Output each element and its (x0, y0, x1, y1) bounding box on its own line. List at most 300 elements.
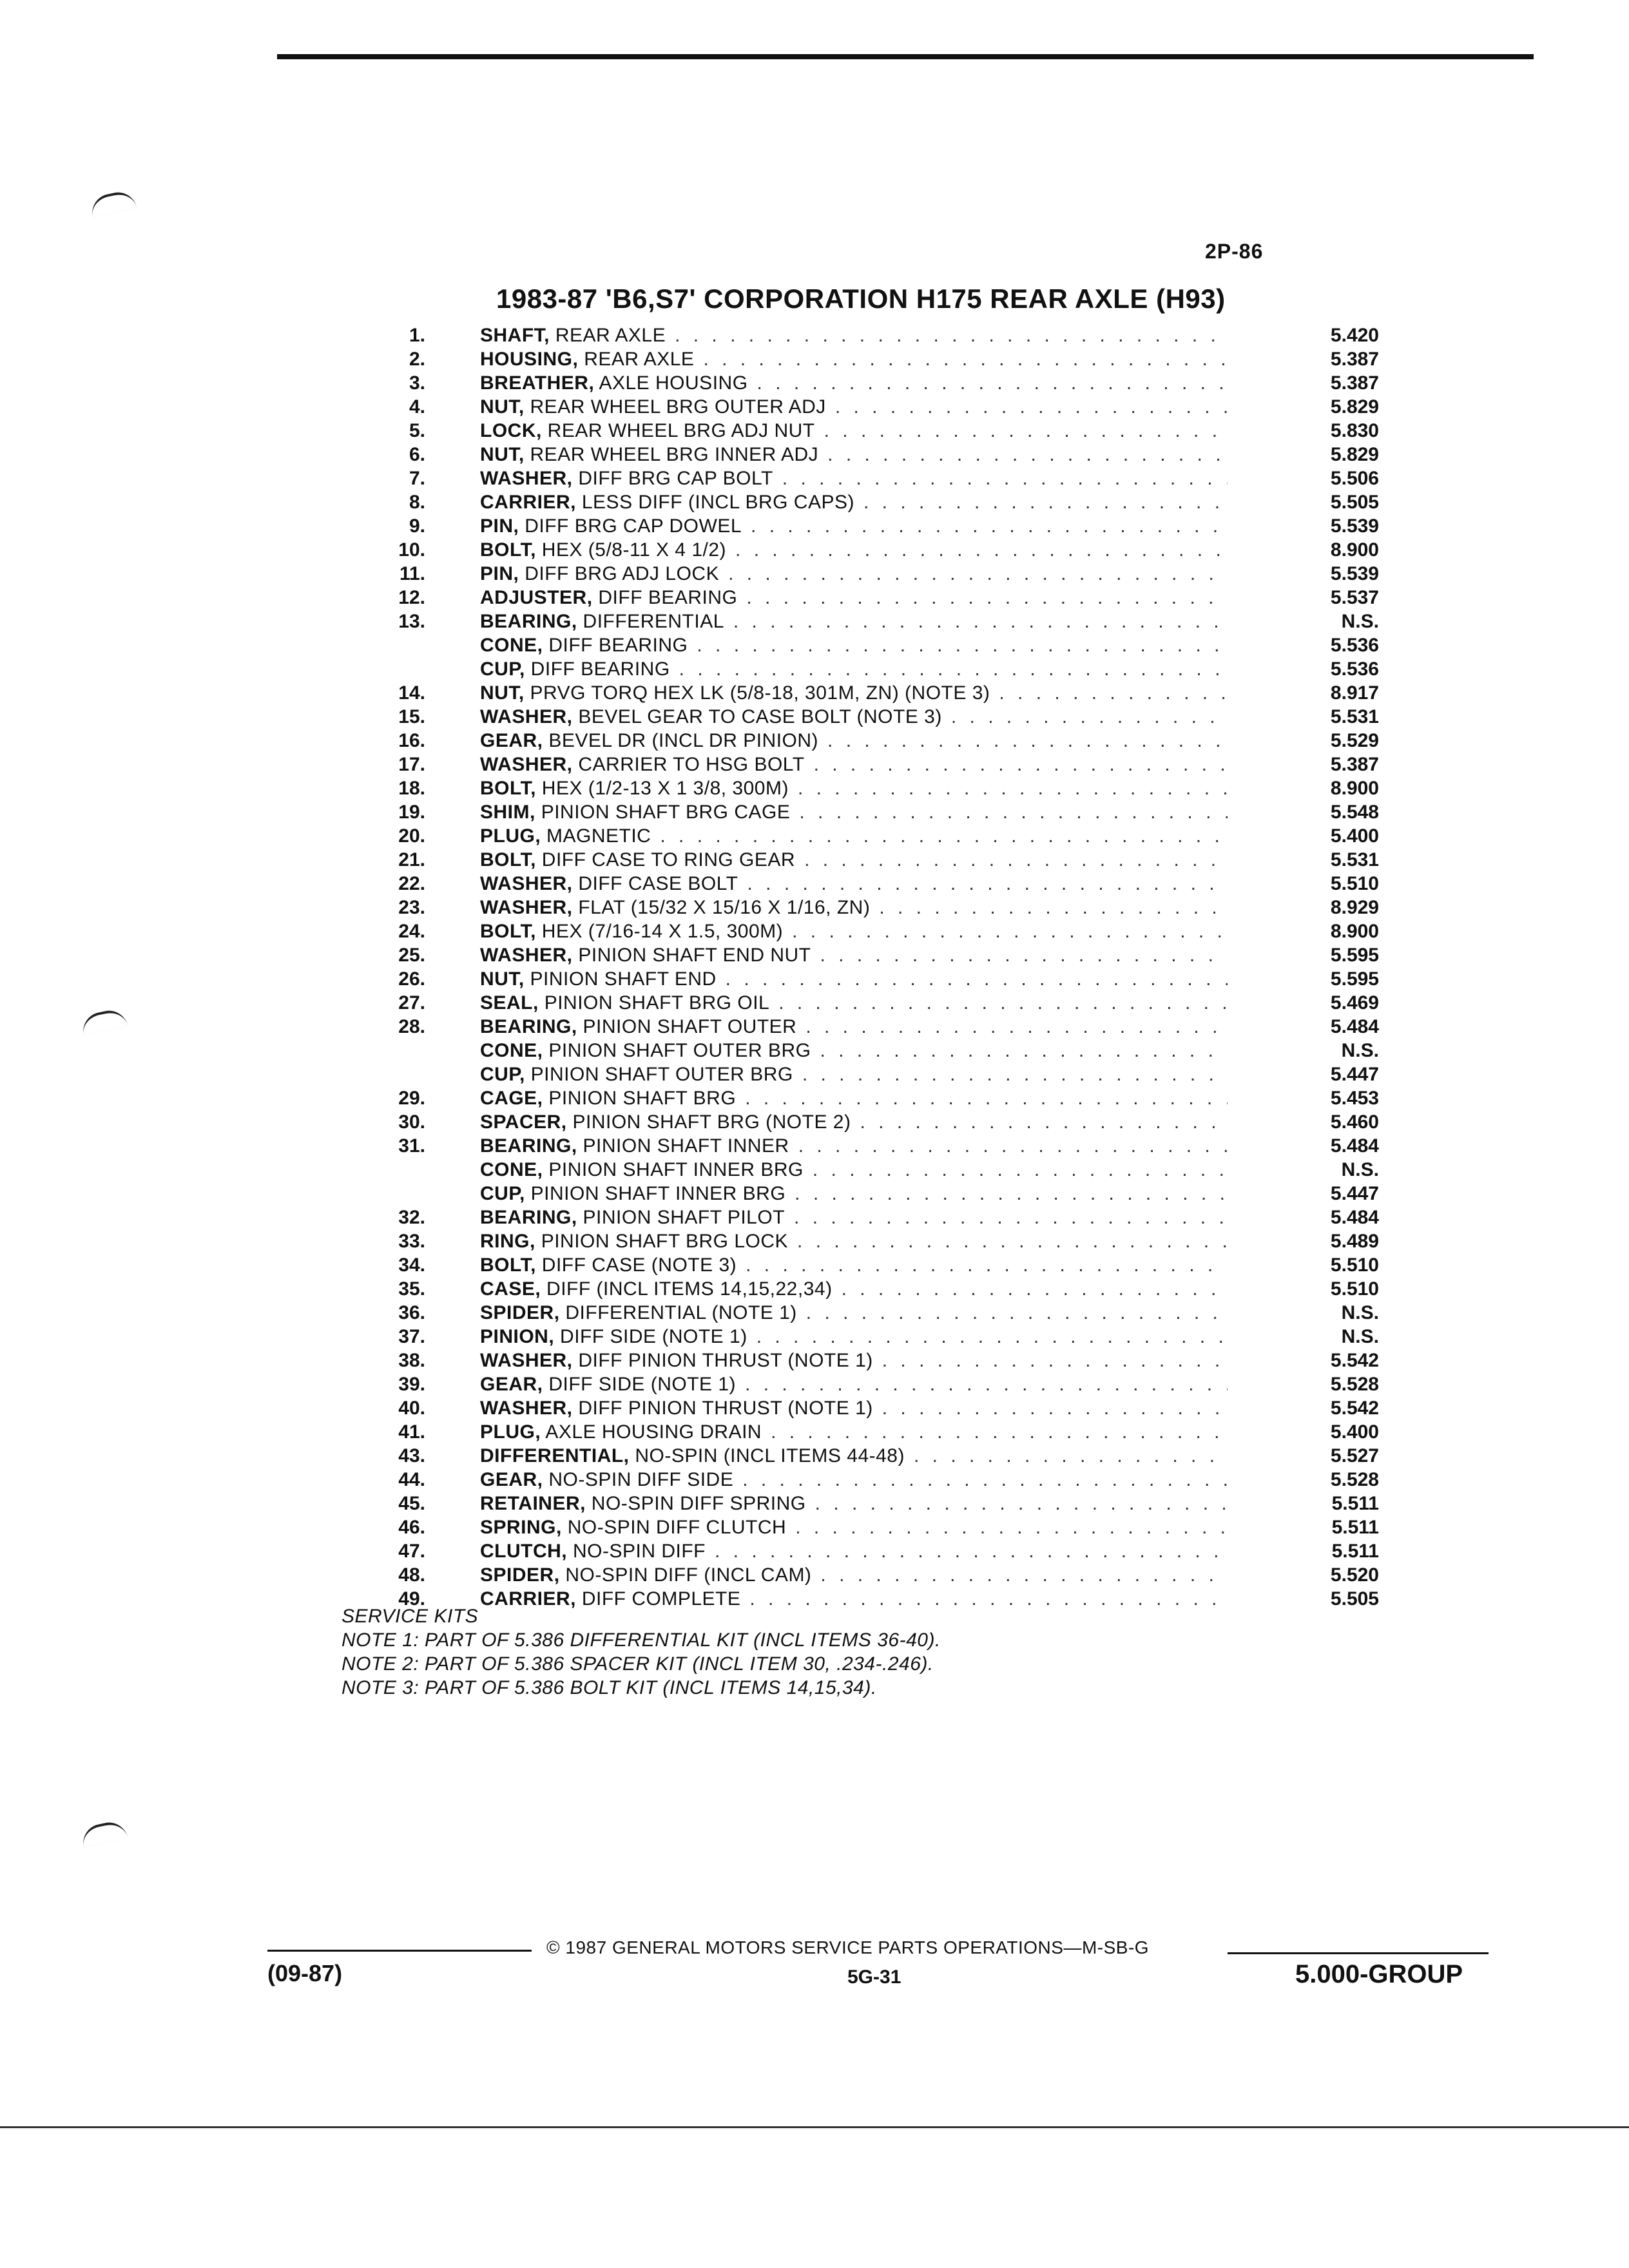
part-name: WASHER, (480, 897, 573, 918)
dot-leader (827, 443, 1228, 466)
item-number: 24. (398, 921, 425, 942)
group-number: 5.510 (1330, 873, 1379, 894)
part-name: CAGE, (480, 1088, 543, 1109)
part-detail: AXLE HOUSING DRAIN (545, 1421, 762, 1443)
part-detail: PINION SHAFT BRG CAGE (541, 802, 791, 823)
dot-leader (795, 1182, 1228, 1206)
part-name: DIFFERENTIAL, (480, 1445, 630, 1466)
item-number: 35. (398, 1278, 425, 1300)
item-number: 5. (409, 420, 425, 441)
part-name: PIN, (480, 515, 519, 537)
part-name: CONE, (480, 1040, 543, 1061)
item-number: 11. (399, 563, 425, 584)
dot-leader (815, 1492, 1228, 1515)
part-detail: MAGNETIC (546, 825, 651, 847)
part-description (480, 943, 1228, 967)
group-number: 5.539 (1330, 515, 1379, 537)
part-row (361, 538, 1379, 562)
part-row (361, 872, 1379, 896)
part-row (361, 1372, 1379, 1396)
part-description (480, 681, 1228, 705)
footer-rule-left (267, 1950, 532, 1952)
item-number: 1. (409, 325, 425, 346)
revision-date: (09-87) (267, 1960, 343, 1986)
group-number: 5.542 (1330, 1398, 1379, 1419)
item-number: 18. (398, 778, 425, 799)
item-number: 13. (398, 611, 425, 632)
group-number: 8.900 (1330, 539, 1379, 561)
group-number: 5.484 (1330, 1135, 1379, 1157)
item-number: 29. (398, 1088, 425, 1109)
group-number: 5.595 (1330, 968, 1379, 990)
part-name: BOLT, (480, 921, 536, 942)
part-name: SPIDER, (480, 1302, 560, 1323)
part-row (361, 1396, 1379, 1420)
dot-leader (882, 1349, 1228, 1372)
top-rule (277, 54, 1534, 59)
part-description (480, 1372, 1228, 1396)
dot-leader (879, 896, 1228, 919)
part-detail: DIFF SIDE (NOTE 1) (560, 1326, 747, 1347)
part-description (480, 1134, 1228, 1158)
item-number: 20. (398, 825, 425, 847)
group-number: 8.929 (1330, 897, 1379, 918)
dot-leader (951, 705, 1228, 729)
group-number: 8.917 (1330, 682, 1379, 704)
part-row (361, 1515, 1379, 1539)
part-name: SEAL, (480, 992, 539, 1014)
item-number: 28. (398, 1016, 425, 1037)
part-name: BREATHER, (480, 372, 595, 394)
part-name: CONE, (480, 1159, 543, 1180)
dot-leader (795, 1515, 1228, 1539)
part-detail: BEVEL DR (INCL DR PINION) (548, 730, 819, 751)
part-row (361, 466, 1379, 490)
part-name: LOCK, (480, 420, 542, 441)
part-name: BEARING, (480, 1207, 577, 1228)
group-number: 5.527 (1330, 1445, 1379, 1466)
part-detail: REAR AXLE (555, 325, 666, 346)
part-description (480, 1110, 1228, 1134)
part-description (480, 1420, 1228, 1444)
dot-leader (999, 681, 1228, 705)
part-detail: REAR WHEEL BRG ADJ NUT (547, 420, 815, 441)
note-line: NOTE 1: PART OF 5.386 DIFFERENTIAL KIT (INCL ITEMS 36-40). (342, 1629, 941, 1651)
part-description (480, 466, 1228, 490)
group-number: 5.484 (1330, 1207, 1379, 1228)
group-number: 5.506 (1330, 468, 1379, 489)
part-detail: REAR WHEEL BRG INNER ADJ (530, 444, 819, 465)
group-number: 5.460 (1330, 1111, 1379, 1133)
part-detail: DIFF BEARING (598, 587, 738, 608)
part-detail: NO-SPIN DIFF (573, 1541, 706, 1562)
item-number: 4. (409, 396, 425, 418)
dot-leader (660, 824, 1228, 848)
group-number: 5.548 (1330, 802, 1379, 823)
part-row (361, 1468, 1379, 1492)
part-description (480, 1015, 1228, 1039)
part-row (361, 1206, 1379, 1229)
part-name: CASE, (480, 1278, 541, 1300)
part-row (361, 1301, 1379, 1325)
part-detail: NO-SPIN DIFF SIDE (548, 1469, 734, 1490)
group-number: 5.000-GROUP (1295, 1960, 1463, 1988)
part-detail: CARRIER TO HSG BOLT (578, 754, 805, 775)
dot-leader (745, 1372, 1228, 1396)
part-detail: LESS DIFF (INCL BRG CAPS) (581, 492, 854, 513)
part-description (480, 1182, 1228, 1206)
part-name: PINION, (480, 1326, 555, 1347)
group-number: N.S. (1341, 1302, 1379, 1323)
part-name: HOUSING, (480, 349, 579, 370)
item-number: 21. (398, 849, 425, 870)
group-number: 5.447 (1330, 1064, 1379, 1085)
part-description (480, 538, 1228, 562)
part-row (361, 1563, 1379, 1587)
dot-leader (733, 610, 1228, 633)
part-name: CUP, (480, 1064, 525, 1085)
part-row (361, 1134, 1379, 1158)
part-row (361, 1062, 1379, 1086)
part-description (480, 1158, 1228, 1182)
part-description (480, 562, 1228, 586)
part-name: SPACER, (480, 1111, 567, 1133)
part-description (480, 1229, 1228, 1253)
group-number: 5.387 (1330, 349, 1379, 370)
bottom-rule (0, 2126, 1629, 2128)
dot-leader (813, 1158, 1228, 1182)
dot-leader (805, 1015, 1228, 1039)
part-description (480, 347, 1228, 371)
part-detail: FLAT (15/32 X 15/16 X 1/16, ZN) (578, 897, 871, 918)
item-number: 37. (398, 1326, 425, 1347)
part-description (480, 848, 1228, 872)
group-number: 5.529 (1330, 730, 1379, 751)
dot-leader (757, 1325, 1228, 1349)
dot-leader (728, 562, 1228, 586)
part-name: CUP, (480, 658, 525, 680)
part-name: BOLT, (480, 1254, 536, 1276)
part-description (480, 371, 1228, 395)
part-row (361, 1325, 1379, 1349)
part-detail: REAR AXLE (584, 349, 695, 370)
part-name: NUT, (480, 682, 525, 704)
part-description (480, 800, 1228, 824)
item-number: 14. (398, 682, 425, 704)
dot-leader (802, 1062, 1228, 1086)
part-description (480, 919, 1228, 943)
part-row (361, 514, 1379, 538)
part-description (480, 1206, 1228, 1229)
part-description (480, 1253, 1228, 1277)
group-number: 5.510 (1330, 1278, 1379, 1300)
part-row (361, 1492, 1379, 1515)
part-description (480, 395, 1228, 419)
item-number: 6. (409, 444, 425, 465)
group-number: 5.536 (1330, 658, 1379, 680)
part-description (480, 443, 1228, 466)
part-description (480, 610, 1228, 633)
part-name: RING, (480, 1231, 535, 1252)
dot-leader (824, 419, 1228, 443)
part-detail: NO-SPIN DIFF (INCL CAM) (565, 1564, 812, 1586)
page-number: 5G-31 (847, 1966, 901, 1988)
part-detail: DIFF COMPLETE (581, 1588, 741, 1610)
item-number: 40. (398, 1398, 425, 1419)
item-number: 25. (398, 945, 425, 966)
part-row (361, 323, 1379, 347)
part-description (480, 967, 1228, 991)
item-number: 41. (398, 1421, 425, 1443)
part-description (480, 1086, 1228, 1110)
dot-leader (747, 872, 1228, 896)
group-number: 5.531 (1330, 849, 1379, 870)
group-number: 5.387 (1330, 372, 1379, 394)
part-detail: DIFF SIDE (NOTE 1) (548, 1374, 737, 1395)
part-description (480, 1492, 1228, 1515)
group-number: 5.484 (1330, 1016, 1379, 1037)
dot-leader (863, 490, 1228, 514)
part-description (480, 753, 1228, 776)
group-number: 8.900 (1330, 778, 1379, 799)
dot-leader (735, 538, 1228, 562)
item-number: 30. (398, 1111, 425, 1133)
part-row (361, 395, 1379, 419)
dot-leader (820, 1039, 1228, 1062)
group-number: N.S. (1341, 611, 1379, 632)
part-name: NUT, (480, 396, 525, 418)
service-kit-notes (342, 1604, 941, 1700)
part-name: PLUG, (480, 825, 541, 847)
item-number: 17. (398, 754, 425, 775)
part-description (480, 323, 1228, 347)
note-line: NOTE 3: PART OF 5.386 BOLT KIT (INCL ITEMS 14,15,34). (342, 1677, 877, 1698)
part-name: GEAR, (480, 730, 543, 751)
dot-leader (804, 848, 1228, 872)
group-number: 5.505 (1330, 492, 1379, 513)
part-name: BEARING, (480, 1016, 577, 1037)
scan-punch-mark (89, 189, 137, 217)
item-number: 45. (398, 1493, 425, 1514)
group-number: 5.511 (1331, 1517, 1379, 1538)
part-row (361, 1349, 1379, 1372)
part-name: ADJUSTER, (480, 587, 593, 608)
part-detail: DIFF BRG CAP DOWEL (525, 515, 742, 537)
dot-leader (679, 657, 1228, 681)
group-number: 5.505 (1330, 1588, 1379, 1610)
part-detail: DIFF CASE BOLT (578, 873, 738, 894)
group-number: 5.520 (1330, 1564, 1379, 1586)
group-number: 5.531 (1330, 706, 1379, 727)
group-number: 5.453 (1330, 1088, 1379, 1109)
part-row (361, 1253, 1379, 1277)
item-number: 10. (398, 539, 425, 561)
part-description (480, 1277, 1228, 1301)
part-name: CLUTCH, (480, 1541, 568, 1562)
dot-leader (757, 371, 1228, 395)
dot-leader (794, 1206, 1228, 1229)
part-row (361, 681, 1379, 705)
part-description (480, 1515, 1228, 1539)
part-description (480, 1563, 1228, 1587)
part-row (361, 443, 1379, 466)
part-name: NUT, (480, 444, 525, 465)
part-detail: NO-SPIN (INCL ITEMS 44-48) (635, 1445, 905, 1466)
item-number: 8. (409, 492, 425, 513)
part-detail: DIFF BRG ADJ LOCK (525, 563, 720, 584)
part-description (480, 419, 1228, 443)
item-number: 7. (409, 468, 425, 489)
part-detail: BEVEL GEAR TO CASE BOLT (NOTE 3) (578, 706, 942, 727)
part-detail: DIFF (INCL ITEMS 14,15,22,34) (546, 1278, 833, 1300)
part-description (480, 824, 1228, 848)
part-detail: AXLE HOUSING (599, 372, 748, 394)
group-number: 5.595 (1330, 945, 1379, 966)
group-number: N.S. (1341, 1159, 1379, 1180)
part-row (361, 633, 1379, 657)
part-name: BOLT, (480, 778, 536, 799)
part-row (361, 753, 1379, 776)
part-name: WASHER, (480, 1398, 573, 1419)
group-number: 5.400 (1330, 825, 1379, 847)
part-detail: PINION SHAFT INNER (583, 1135, 789, 1157)
part-description (480, 1301, 1228, 1325)
part-detail: PINION SHAFT BRG (NOTE 2) (572, 1111, 851, 1133)
part-detail: PINION SHAFT BRG LOCK (541, 1231, 789, 1252)
part-description (480, 1396, 1228, 1420)
part-detail: PINION SHAFT END NUT (578, 945, 811, 966)
notes-heading: SERVICE KITS (342, 1606, 479, 1627)
dot-leader (860, 1110, 1228, 1134)
part-detail: PINION SHAFT PILOT (583, 1207, 786, 1228)
part-description (480, 1468, 1228, 1492)
group-number: 5.511 (1331, 1493, 1379, 1514)
group-number: 5.420 (1330, 325, 1379, 346)
part-row (361, 1039, 1379, 1062)
part-name: WASHER, (480, 945, 573, 966)
part-description (480, 776, 1228, 800)
part-name: WASHER, (480, 754, 573, 775)
dot-leader (778, 991, 1228, 1015)
part-description (480, 991, 1228, 1015)
part-description (480, 896, 1228, 919)
copyright-line: © 1987 GENERAL MOTORS SERVICE PARTS OPERATIONS—M-SB-G (546, 1937, 1150, 1957)
item-number: 46. (398, 1517, 425, 1538)
part-name: PIN, (480, 563, 519, 584)
group-number: 5.528 (1330, 1374, 1379, 1395)
part-name: BOLT, (480, 539, 536, 561)
item-number: 39. (398, 1374, 425, 1395)
part-description (480, 729, 1228, 753)
dot-leader (746, 586, 1228, 610)
dot-leader (820, 943, 1228, 967)
part-row (361, 1158, 1379, 1182)
item-number: 22. (398, 873, 425, 894)
scan-punch-mark (80, 1007, 128, 1035)
part-row (361, 562, 1379, 586)
part-name: WASHER, (480, 468, 573, 489)
group-number: 5.537 (1330, 587, 1379, 608)
item-number: 31. (398, 1135, 425, 1157)
part-detail: PINION SHAFT END (530, 968, 717, 990)
item-number: 32. (398, 1207, 425, 1228)
part-row (361, 1444, 1379, 1468)
part-row (361, 848, 1379, 872)
part-row (361, 1110, 1379, 1134)
item-number: 47. (398, 1541, 425, 1562)
part-row (361, 657, 1379, 681)
group-number: 5.387 (1330, 754, 1379, 775)
dot-leader (715, 1539, 1228, 1563)
item-number: 48. (398, 1564, 425, 1586)
item-number: 38. (398, 1350, 425, 1371)
part-description (480, 633, 1228, 657)
part-detail: NO-SPIN DIFF SPRING (591, 1493, 806, 1514)
part-description (480, 1539, 1228, 1563)
part-detail: HEX (7/16-14 X 1.5, 300M) (541, 921, 784, 942)
dot-leader (827, 729, 1228, 753)
dot-leader (842, 1277, 1228, 1301)
group-number: 5.829 (1330, 444, 1379, 465)
part-name: SPIDER, (480, 1564, 560, 1586)
part-detail: DIFFERENTIAL (583, 611, 724, 632)
dot-leader (814, 753, 1228, 776)
dot-leader (726, 967, 1228, 991)
group-number: 5.489 (1330, 1231, 1379, 1252)
note-line: NOTE 2: PART OF 5.386 SPACER KIT (INCL ITEM 30, .234-.246). (342, 1653, 934, 1675)
part-detail: DIFF PINION THRUST (NOTE 1) (578, 1398, 873, 1419)
part-description (480, 1325, 1228, 1349)
part-name: NUT, (480, 968, 525, 990)
item-number: 2. (409, 349, 425, 370)
dot-leader (797, 1229, 1228, 1253)
item-number: 26. (398, 968, 425, 990)
page-title: 1983-87 'B6,S7' CORPORATION H175 REAR AXLE (H93) (496, 284, 1226, 314)
part-detail: PINION SHAFT BRG (548, 1088, 737, 1109)
part-name: SHIM, (480, 802, 535, 823)
dot-leader (745, 1086, 1228, 1110)
part-name: WASHER, (480, 873, 573, 894)
item-number: 23. (398, 897, 425, 918)
part-row (361, 347, 1379, 371)
part-row (361, 824, 1379, 848)
dot-leader (746, 1253, 1228, 1277)
part-row (361, 1539, 1379, 1563)
dot-leader (798, 776, 1228, 800)
part-name: BEARING, (480, 611, 577, 632)
part-name: WASHER, (480, 1350, 573, 1371)
group-number: 5.829 (1330, 396, 1379, 418)
scan-punch-mark (80, 1819, 128, 1847)
part-row (361, 1277, 1379, 1301)
parts-list (361, 323, 1379, 1611)
part-name: BEARING, (480, 1135, 577, 1157)
part-row (361, 1229, 1379, 1253)
item-number: 33. (398, 1231, 425, 1252)
part-row (361, 610, 1379, 633)
part-description (480, 657, 1228, 681)
dot-leader (792, 919, 1228, 943)
part-description (480, 586, 1228, 610)
part-row (361, 1420, 1379, 1444)
item-number: 16. (398, 730, 425, 751)
group-number: 5.539 (1330, 563, 1379, 584)
item-number: 3. (409, 372, 425, 394)
dot-leader (882, 1396, 1228, 1420)
part-name: SHAFT, (480, 325, 550, 346)
part-description (480, 705, 1228, 729)
part-description (480, 872, 1228, 896)
